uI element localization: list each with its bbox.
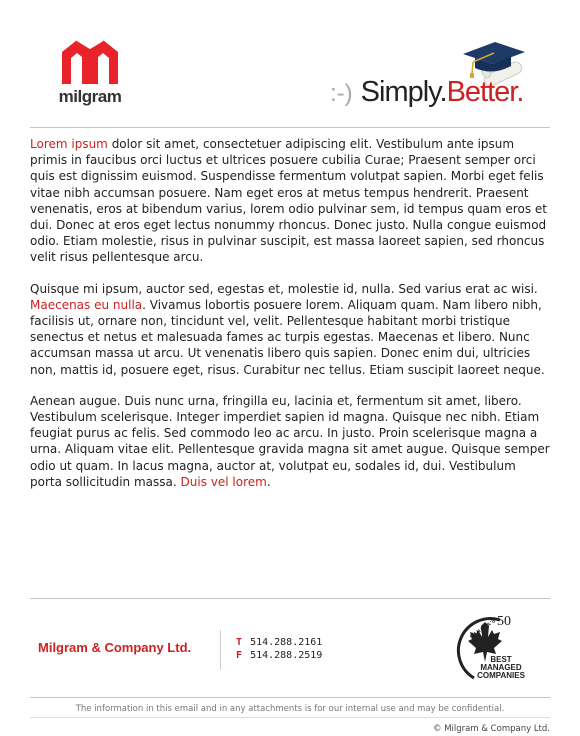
paragraph-1-text: dolor sit amet, consectetuer adipiscing elit. Vestibulum ante ipsum primis in faucibus orci luctus et ultrices posuere cubilia Curae; Praesent semper orci quis est dignissim euismod. Suspendisse fermentum volutpat sapien. Morbi eget felis vitae nibh accumsan posuere. Nam eget eros at metus tempus hendrerit. Praesent venenatis, eros at bibendum varius, lorem odio pulvinar sem, id tempus quam eros et dui. Donec at eros eget lectus nonummy rhoncus. Donec justo. Nulla congue euismod odio. Etiam molestie, risus in pulvinar suscipit, est massa laoreet sapien, sed rhoncus velit risus pellentesque arcu. <box>30 137 547 265</box>
paragraph-3 <box>30 393 550 490</box>
paragraph-1 <box>30 136 550 266</box>
tagline-end-dot: . <box>516 76 524 108</box>
highlight-maecenas: Maecenas eu nulla <box>30 297 143 312</box>
tagline-better: Better <box>446 76 517 108</box>
disclaimer: The information in this email and in any attachments is for our internal use and may be confidential. <box>75 704 505 714</box>
tagline-dot: . <box>439 76 447 108</box>
paragraph-3-after: . <box>266 474 271 489</box>
highlight-lorem-ipsum: Lorem ipsum <box>30 137 108 151</box>
contact-numbers <box>236 636 322 662</box>
fax-number: 514.288.2519 <box>250 650 323 661</box>
message-body <box>30 136 550 505</box>
badge-line-2: MANAGED <box>480 663 522 672</box>
footer-divider-top <box>30 598 550 599</box>
paragraph-2-after: . Vivamus lobortis posuere lorem. Aliquam quam. Nam libero nibh, facilisis ut, ornare non, tincidunt vel, velit. Pellentesque habitant morbi tristique senectus et netus et malesuada fames ac turpis egestas. Maecenas et libero. Nunc accumsan massa ut arcu. Ut venenatis libero quis sapien. Donec enim dui, ultricies non, mattis id, posuere eget, risus. Curabitur nec tellus. Etiam suscipit laoreet neque. <box>30 297 545 377</box>
badge-50: 50 <box>497 614 511 629</box>
badge-canada: CANADA'S <box>469 617 498 641</box>
highlight-duis-vel-lorem: Duis vel lorem <box>180 474 267 489</box>
footer-divider-mid <box>30 697 550 698</box>
paragraph-3-text: Aenean augue. Duis nunc urna, fringilla eu, lacinia et, fermentum sit amet, libero. Vestibulum scelerisque. Integer imperdiet sapien id magna. Quisque nec nibh. Etiam feugiat purus ac felis. Sed commodo leo ac arcu. In justo. Proin scelerisque magna a urna. Aliquam vitae elit. Pellentesque gravida magna sit amet augue. Quisque semper odio ut quam. In lacus magna, auctor at, volutpat eu, sodales id, dui. Vestibulum porta sollicitudin massa. <box>30 393 550 489</box>
fax-label: F <box>236 650 243 661</box>
paragraph-2-before: Quisque mi ipsum, auctor sed, egestas et, molestie id, nulla. Sed varius erat ac wisi. <box>30 281 538 296</box>
fax-line <box>236 649 322 662</box>
badge-line-1: BEST <box>490 655 512 664</box>
footer-divider-bottom <box>30 717 550 718</box>
footer-vertical-divider <box>220 630 221 670</box>
badge-line-3: COMPANIES <box>477 671 525 680</box>
company-name: Milgram & Company Ltd. <box>38 640 192 655</box>
tagline <box>330 76 523 109</box>
header-divider <box>30 127 550 128</box>
logo-wordmark: milgram <box>58 87 122 106</box>
milgram-logo <box>50 34 130 114</box>
milgram-m-icon <box>50 34 130 86</box>
phone-number: 514.288.2161 <box>250 637 323 648</box>
best-managed-badge <box>440 610 530 690</box>
badge-text <box>470 656 532 680</box>
phone-label: T <box>236 637 243 648</box>
copyright: © Milgram & Company Ltd. <box>433 724 550 734</box>
tagline-simply: Simply <box>360 76 440 108</box>
paragraph-2 <box>30 281 550 378</box>
phone-line <box>236 636 322 649</box>
tagline-smiley: :-) <box>330 80 353 107</box>
